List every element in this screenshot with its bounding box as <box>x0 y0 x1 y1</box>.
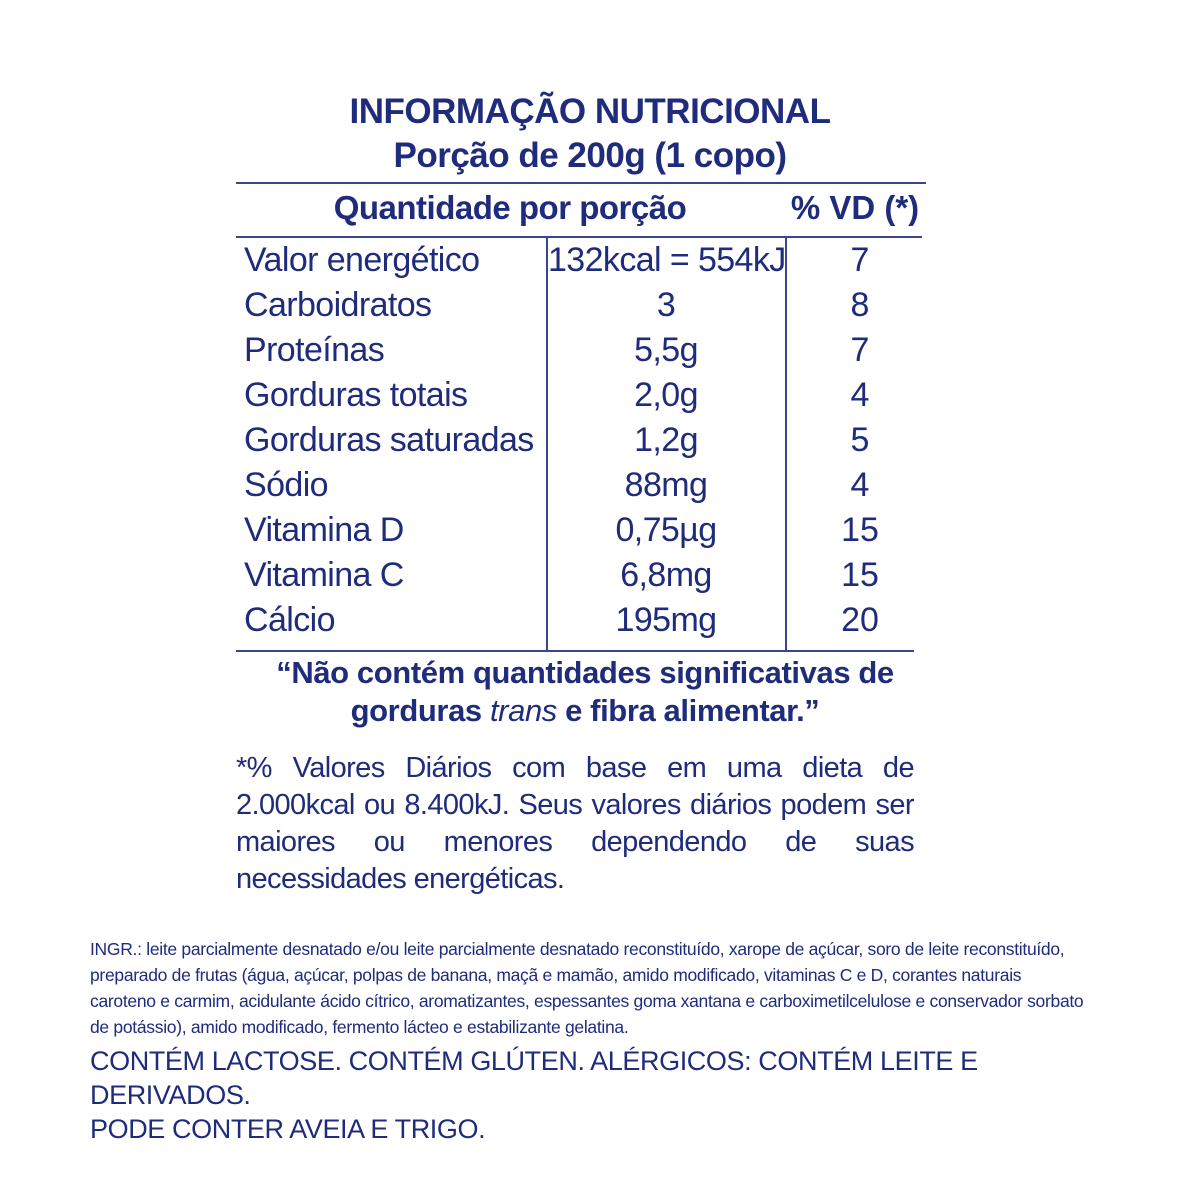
not-contains-pre: gorduras <box>350 693 490 728</box>
nutrient-quantity: 88mg <box>624 466 708 504</box>
not-contains-italic: trans <box>489 693 557 728</box>
nutrient-name: Vitamina D <box>244 511 404 549</box>
nutrient-name: Carboidratos <box>244 286 432 324</box>
nutrient-quantity: 6,8mg <box>620 556 712 594</box>
nutrient-row <box>0 598 1200 643</box>
nutrient-quantity: 5,5g <box>634 331 698 369</box>
nutrient-name: Gorduras totais <box>244 376 468 414</box>
nutrient-row <box>0 373 1200 418</box>
nutrient-row <box>0 283 1200 328</box>
divider-top <box>236 182 926 184</box>
nutrient-row <box>0 463 1200 508</box>
nutrient-vd: 7 <box>850 331 870 369</box>
nutrient-name: Proteínas <box>244 331 385 369</box>
nutrient-vd: 4 <box>850 466 870 504</box>
not-contains-post: e fibra alimentar.” <box>556 693 820 728</box>
nutrient-quantity: 1,2g <box>634 421 698 459</box>
nutrient-quantity: 0,75µg <box>615 511 717 549</box>
portion-size: Porção de 200g (1 copo) <box>393 136 787 175</box>
nutrient-name: Gorduras saturadas <box>244 421 534 459</box>
allergen-line1: CONTÉM LACTOSE. CONTÉM GLÚTEN. ALÉRGICOS: CONTÉM LEITE E DERIVADOS. <box>90 1046 978 1110</box>
nutrient-name: Vitamina C <box>244 556 404 594</box>
allergen-line2: PODE CONTER AVEIA E TRIGO. <box>90 1114 486 1144</box>
nutrient-row <box>0 328 1200 373</box>
nutrient-name: Sódio <box>244 466 328 504</box>
label-title: INFORMAÇÃO NUTRICIONAL <box>349 92 831 131</box>
divider-bottom <box>236 650 914 652</box>
nutrient-vd: 5 <box>850 421 870 459</box>
nutrient-quantity: 132kcal = 554kJ <box>548 241 786 279</box>
not-contains-line1: “Não contém quantidades significativas de <box>276 655 894 690</box>
nutrient-vd: 8 <box>850 286 870 324</box>
nutrient-row <box>0 418 1200 463</box>
daily-values-footnote: *% Valores Diários com base em uma dieta de 2.000kcal ou 8.400kJ. Seus valores diários podem ser maiores ou menores dependendo de suas necessidades energéticas. <box>236 752 914 895</box>
ingredients-list: INGR.: leite parcialmente desnatado e/ou leite parcialmente desnatado reconstituído, xarope de açúcar, soro de leite reconstituído, preparado de frutas (água, açúcar, polpas de banana, maçã e mamão, amido modificado, vitaminas C e D, corantes naturais caroteno e carmim, acidulante ácido cítrico, aromatizantes, espessantes goma xantana e carboximetilcelulose e conservador sorbato de potássio), amido modificado, fermento lácteo e estabilizante gelatina. <box>90 939 1084 1037</box>
nutrient-vd: 7 <box>850 241 870 279</box>
nutrient-vd: 4 <box>850 376 870 414</box>
nutrient-quantity: 3 <box>656 286 676 324</box>
not-contains-statement <box>230 654 940 730</box>
not-contains-line2 <box>230 692 940 730</box>
allergen-warning <box>90 1044 1100 1146</box>
column-header-quantity: Quantidade por porção <box>333 189 687 226</box>
nutrient-row <box>0 508 1200 553</box>
nutrient-row <box>0 553 1200 598</box>
column-header-vd: % VD (*) <box>790 189 920 226</box>
nutrient-vd: 15 <box>841 556 879 594</box>
nutrient-vd: 15 <box>841 511 879 549</box>
nutrient-name: Cálcio <box>244 601 335 639</box>
nutrient-vd: 20 <box>841 601 879 639</box>
nutrient-name: Valor energético <box>244 241 480 279</box>
nutrient-quantity: 195mg <box>615 601 717 639</box>
nutrient-quantity: 2,0g <box>634 376 698 414</box>
nutrient-row <box>0 238 1200 283</box>
